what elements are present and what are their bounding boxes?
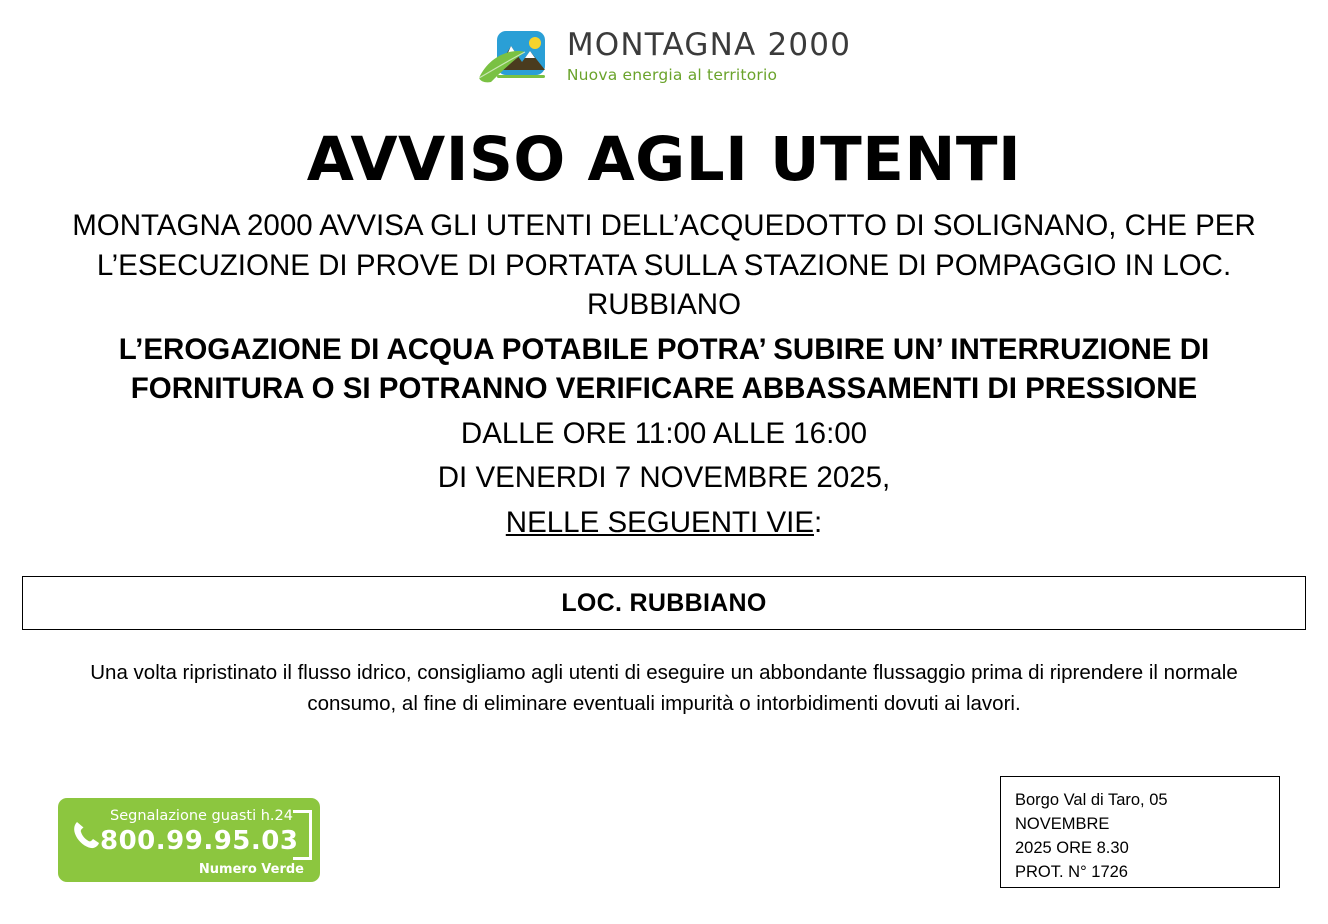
fault-report-banner	[58, 798, 320, 882]
notice-body	[0, 206, 1328, 542]
protocol-line-1: Borgo Val di Taro, 05 NOVEMBRE	[1015, 791, 1168, 833]
logo-subtitle: Nuova energia al territorio	[566, 66, 778, 85]
fault-banner-green-label: Numero Verde	[198, 862, 304, 877]
fault-banner-number: 800.99.95.03	[100, 826, 299, 856]
streets-intro-colon: :	[814, 505, 823, 539]
fault-banner-label: Segnalazione guasti h.24	[110, 808, 293, 824]
brand-logo	[477, 26, 851, 88]
logo-title: MONTAGNA 2000	[566, 27, 852, 64]
notice-date-line: DI VENERDI 7 NOVEMBRE 2025,	[437, 461, 891, 495]
mountain-leaf-logo-icon	[477, 26, 555, 88]
logo-header	[0, 0, 1328, 88]
notice-paragraph-2: L’EROGAZIONE DI ACQUA POTABILE POTRA’ SUBIRE UN’ INTERRUZIONE DI FORNITURA O SI POTRANNO VERIFICARE ABBASSAMENTI DI PRESSIONE	[118, 332, 1210, 406]
streets-box	[22, 576, 1306, 630]
phone-icon	[70, 818, 104, 852]
protocol-line-3: PROT. N° 1726	[1015, 862, 1128, 881]
protocol-box	[1000, 776, 1280, 888]
page-title: AVVISO AGLI UTENTI	[306, 124, 1022, 195]
street-item: LOC. RUBBIANO	[561, 588, 767, 617]
logo-text-block	[566, 27, 852, 85]
bracket-decoration	[293, 810, 312, 860]
notice-streets-intro	[52, 503, 1276, 543]
notice-footer-note: Una volta ripristinato il flusso idrico, consigliamo agli utenti di eseguire un abbondante flussaggio prima di riprendere il normale consumo, al fine di eliminare eventuali impurità o intorbidimenti dovuti ai lavori.	[90, 661, 1238, 715]
streets-intro-text: NELLE SEGUENTI VIE	[505, 505, 814, 539]
protocol-line-2: 2025 ORE 8.30	[1015, 838, 1129, 857]
bottom-area	[0, 762, 1328, 902]
notice-time-line: DALLE ORE 11:00 ALLE 16:00	[460, 416, 868, 450]
notice-paragraph-1: MONTAGNA 2000 AVVISA GLI UTENTI DELL’ACQUEDOTTO DI SOLIGNANO, CHE PER L’ESECUZIONE DI PROVE DI PORTATA SULLA STAZIONE DI POMPAGGIO IN LOC. RUBBIANO	[72, 209, 1256, 322]
